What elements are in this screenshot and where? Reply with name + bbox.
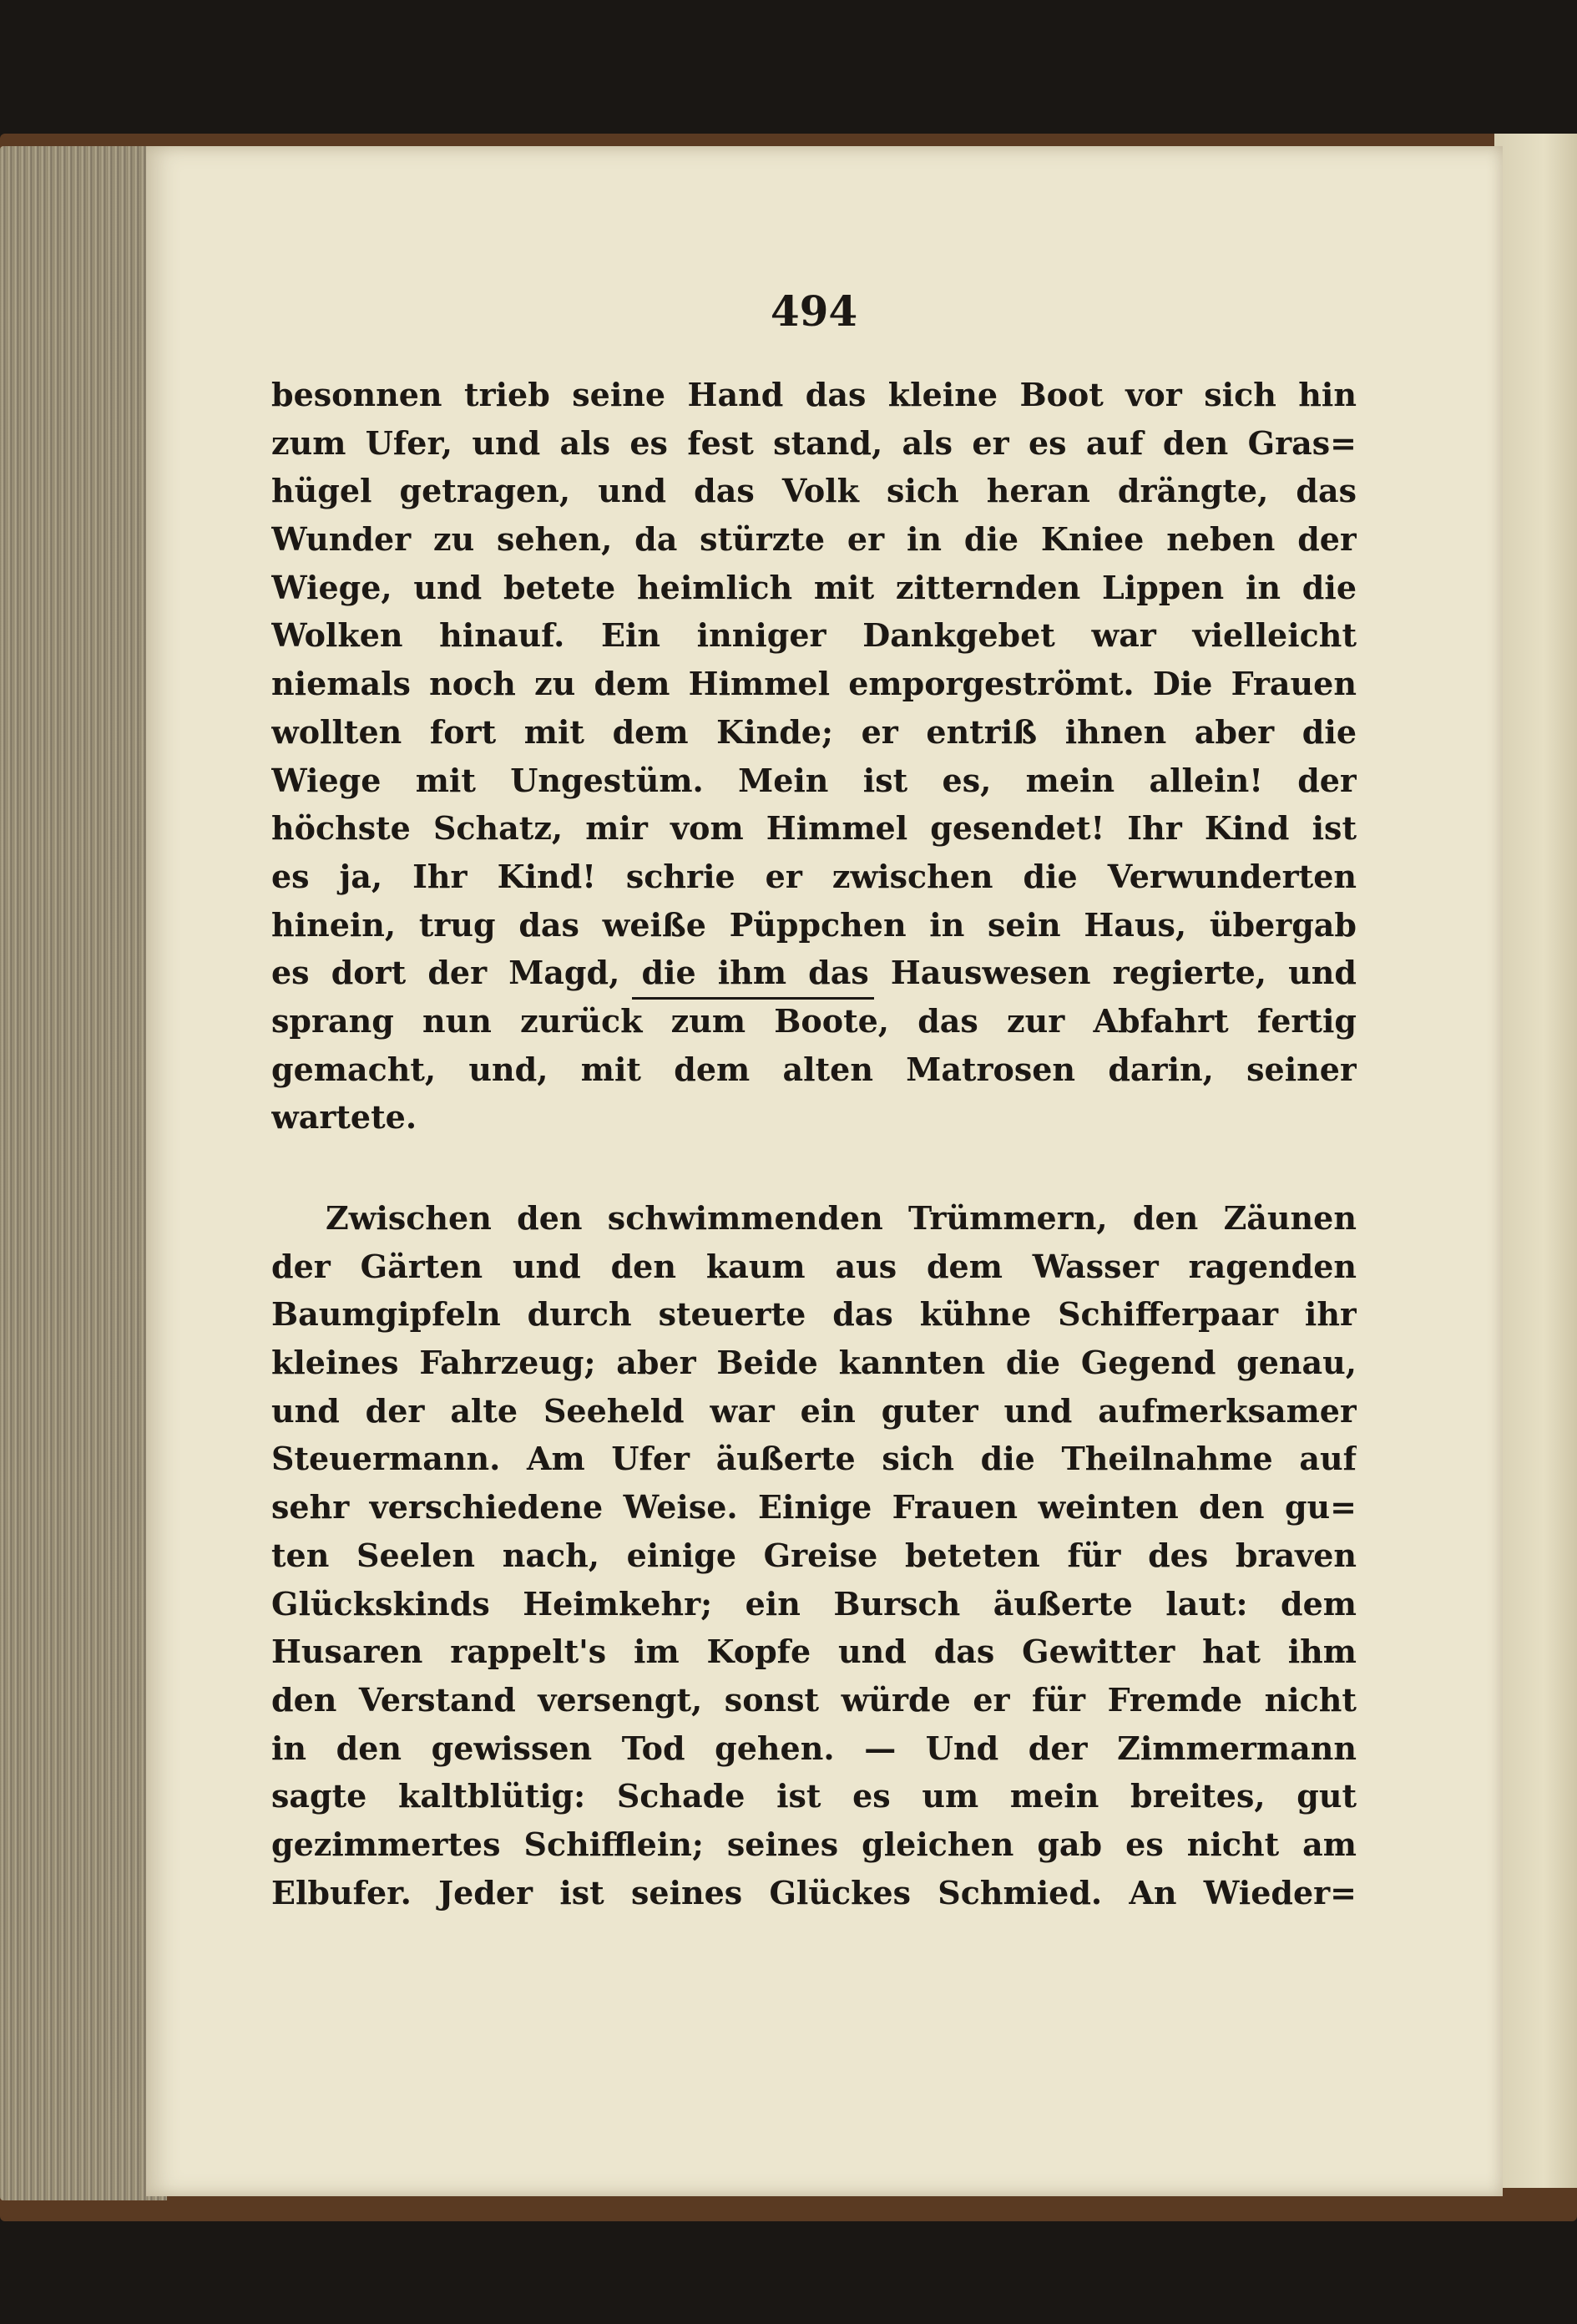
text-line: ten Seelen nach, einige Greise beteten für des braven xyxy=(271,1536,1357,1574)
text-line: sehr verschiedene Weise. Einige Frauen weinten den gu= xyxy=(271,1488,1357,1527)
text-line: hügel getragen, und das Volk sich heran drängte, das xyxy=(271,472,1357,510)
text-line: Zwischen den schwimmenden Trümmern, den Zäunen xyxy=(326,1199,1357,1237)
text-line: besonnen trieb seine Hand das kleine Boot vor sich hin xyxy=(271,376,1357,413)
text-line: Elbufer. Jeder ist seines Glückes Schmied. An Wieder= xyxy=(271,1873,1357,1911)
text-line: Glückskinds Heimkehr; ein Bursch äußerte laut: dem xyxy=(271,1584,1357,1623)
paragraph-1 xyxy=(271,371,1357,1142)
text-line: sagte kaltblütig: Schade ist es um mein breites, gut xyxy=(271,1777,1357,1815)
section-divider xyxy=(632,997,874,1000)
paragraph-2 xyxy=(271,1194,1357,1916)
text-line: der Gärten und den kaum aus dem Wasser ragenden xyxy=(271,1247,1357,1285)
text-line: gezimmertes Schifflein; seines gleichen gab es nicht am xyxy=(271,1825,1357,1863)
text-line: Wiege, und betete heimlich mit zitternden Lippen in die xyxy=(271,568,1357,606)
text-line: sprang nun zurück zum Boote, das zur Abfahrt fertig xyxy=(271,1001,1357,1040)
text-line: zum Ufer, und als es fest stand, als er es auf den Gras= xyxy=(271,423,1357,462)
text-line: Baumgipfeln durch steuerte das kühne Schifferpaar ihr xyxy=(271,1295,1357,1334)
text-line: und der alte Seeheld war ein guter und aufmerksamer xyxy=(271,1391,1357,1430)
text-line: Husaren rappelt's im Kopfe und das Gewitter hat ihm xyxy=(271,1633,1357,1671)
page-edges xyxy=(0,146,167,2200)
text-line: niemals noch zu dem Himmel emporgeströmt. Die Frauen xyxy=(271,665,1357,703)
text-line: wartete. xyxy=(271,1098,417,1137)
text-line: gemacht, und, mit dem alten Matrosen darin, seiner xyxy=(271,1050,1357,1088)
text-line: in den gewissen Tod gehen. — Und der Zimmermann xyxy=(271,1729,1357,1767)
text-line: hinein, trug das weiße Püppchen in sein Haus, übergab xyxy=(271,905,1357,944)
text-line: den Verstand versengt, sonst würde er für Fremde nicht xyxy=(271,1680,1357,1719)
text-line: Wiege mit Ungestüm. Mein ist es, mein allein! der xyxy=(271,761,1357,799)
text-line: höchste Schatz, mir vom Himmel gesendet! Ihr Kind ist xyxy=(271,809,1357,848)
text-line: es dort der Magd, die ihm das Hauswesen regierte, und xyxy=(271,954,1357,992)
text-line: Wolken hinauf. Ein inniger Dankgebet war vielleicht xyxy=(271,616,1357,655)
page-number: 494 xyxy=(770,286,858,336)
text-line: kleines Fahrzeug; aber Beide kannten die Gegend genau, xyxy=(271,1344,1357,1382)
facing-page-edge xyxy=(1494,134,1577,2188)
text-line: wollten fort mit dem Kinde; er entriß ihnen aber die xyxy=(271,712,1357,751)
text-line: Steuermann. Am Ufer äußerte sich die Theilnahme auf xyxy=(271,1440,1357,1478)
text-line: Wunder zu sehen, da stürzte er in die Kniee neben der xyxy=(271,520,1357,559)
text-line: es ja, Ihr Kind! schrie er zwischen die Verwunderten xyxy=(271,857,1357,895)
